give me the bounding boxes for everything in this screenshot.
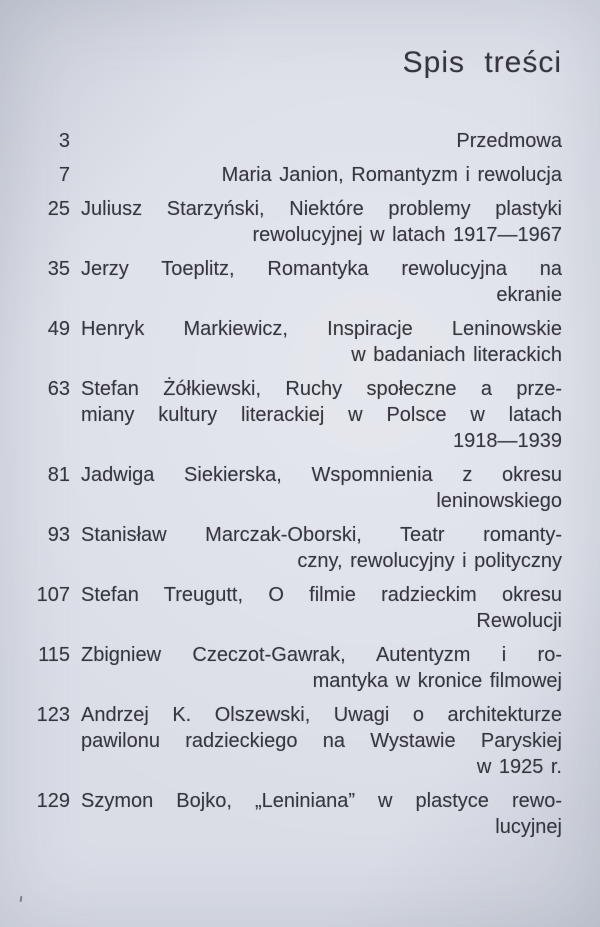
toc-entry	[28, 642, 562, 694]
toc-entry-text	[81, 196, 562, 248]
toc-page-number: 123	[36, 704, 70, 726]
toc-entry-line: Rewolucji	[476, 610, 562, 632]
toc-entry-line: pawilonu radzieckiego na Wystawie Paryskiej	[81, 730, 562, 752]
toc-entry-line: Zbigniew Czeczot-Gawrak, Autentyzm i ro-	[81, 644, 562, 666]
toc-entry-text	[81, 462, 562, 514]
toc-entry-line: 1918—1939	[453, 430, 562, 452]
toc-entry	[28, 582, 562, 634]
toc-entry-line: Szymon Bojko, „Leniniana” w plastyce rewo-	[81, 790, 562, 812]
toc-entry-line: Henryk Markiewicz, Inspiracje Leninowskie	[81, 318, 562, 340]
toc-entry	[28, 376, 562, 454]
toc-entry	[28, 128, 562, 154]
toc-entry-line: czny, rewolucyjny i polityczny	[297, 550, 562, 572]
toc-entry-line: Jadwiga Siekierska, Wspomnienia z okresu	[81, 464, 562, 486]
toc-entry-line: lucyjnej	[495, 816, 562, 838]
toc-page-number: 63	[47, 378, 70, 400]
toc-page-number: 93	[47, 524, 70, 546]
toc-entry-line: leninowskiego	[436, 490, 562, 512]
toc-entry-line: Stefan Żółkiewski, Ruchy społeczne a prze-	[81, 378, 562, 400]
toc-page-number: 81	[47, 464, 70, 486]
toc-entry-text	[81, 128, 562, 154]
toc-entry-text	[81, 316, 562, 368]
toc-entry	[28, 256, 562, 308]
toc-entry	[28, 196, 562, 248]
toc-entry-line: Juliusz Starzyński, Niektóre problemy plastyki	[81, 198, 562, 220]
toc-entry-text	[81, 522, 562, 574]
toc-entry-line: Przedmowa	[456, 130, 562, 152]
toc-entry-line: ekranie	[496, 284, 562, 306]
toc-entry-text	[81, 642, 562, 694]
toc-page-number: 107	[36, 584, 70, 606]
toc-entry-line: Maria Janion, Romantyzm i rewolucja	[221, 164, 562, 186]
toc-page-number: 129	[36, 790, 70, 812]
toc-entry	[28, 702, 562, 780]
toc-entry	[28, 788, 562, 840]
toc-entry-line: w 1925 r.	[476, 756, 562, 778]
toc-entry-line: miany kultury literackiej w Polsce w latach	[81, 404, 562, 426]
toc-entry-line: rewolucyjnej w latach 1917—1967	[252, 224, 562, 246]
page-title: Spis treści	[402, 46, 562, 79]
toc-entry-text	[81, 162, 562, 188]
toc-page-number: 35	[47, 258, 70, 280]
toc-page-number: 7	[58, 164, 70, 186]
toc-list	[28, 128, 562, 840]
toc-entry-text	[81, 376, 562, 454]
toc-page-number: 25	[47, 198, 70, 220]
toc-entry	[28, 162, 562, 188]
toc-entry	[28, 462, 562, 514]
toc-entry-line: Stefan Treugutt, O filmie radzieckim okresu	[81, 584, 562, 606]
toc-entry-text	[81, 582, 562, 634]
toc-entry-text	[81, 256, 562, 308]
toc-page-number: 3	[58, 130, 70, 152]
toc-entry-line: Stanisław Marczak-Oborski, Teatr romanty-	[81, 524, 562, 546]
toc-page-number: 49	[47, 318, 70, 340]
toc-entry-line: Andrzej K. Olszewski, Uwagi o architekturze	[81, 704, 562, 726]
toc-page-number: 115	[38, 644, 70, 666]
toc-entry	[28, 522, 562, 574]
toc-entry-line: mantyka w kronice filmowej	[312, 670, 562, 692]
toc-entry-text	[81, 788, 562, 840]
toc-entry-text	[81, 702, 562, 780]
toc-entry	[28, 316, 562, 368]
toc-entry-line: Jerzy Toeplitz, Romantyka rewolucyjna na	[81, 258, 562, 280]
toc-entry-line: w badaniach literackich	[351, 344, 562, 366]
